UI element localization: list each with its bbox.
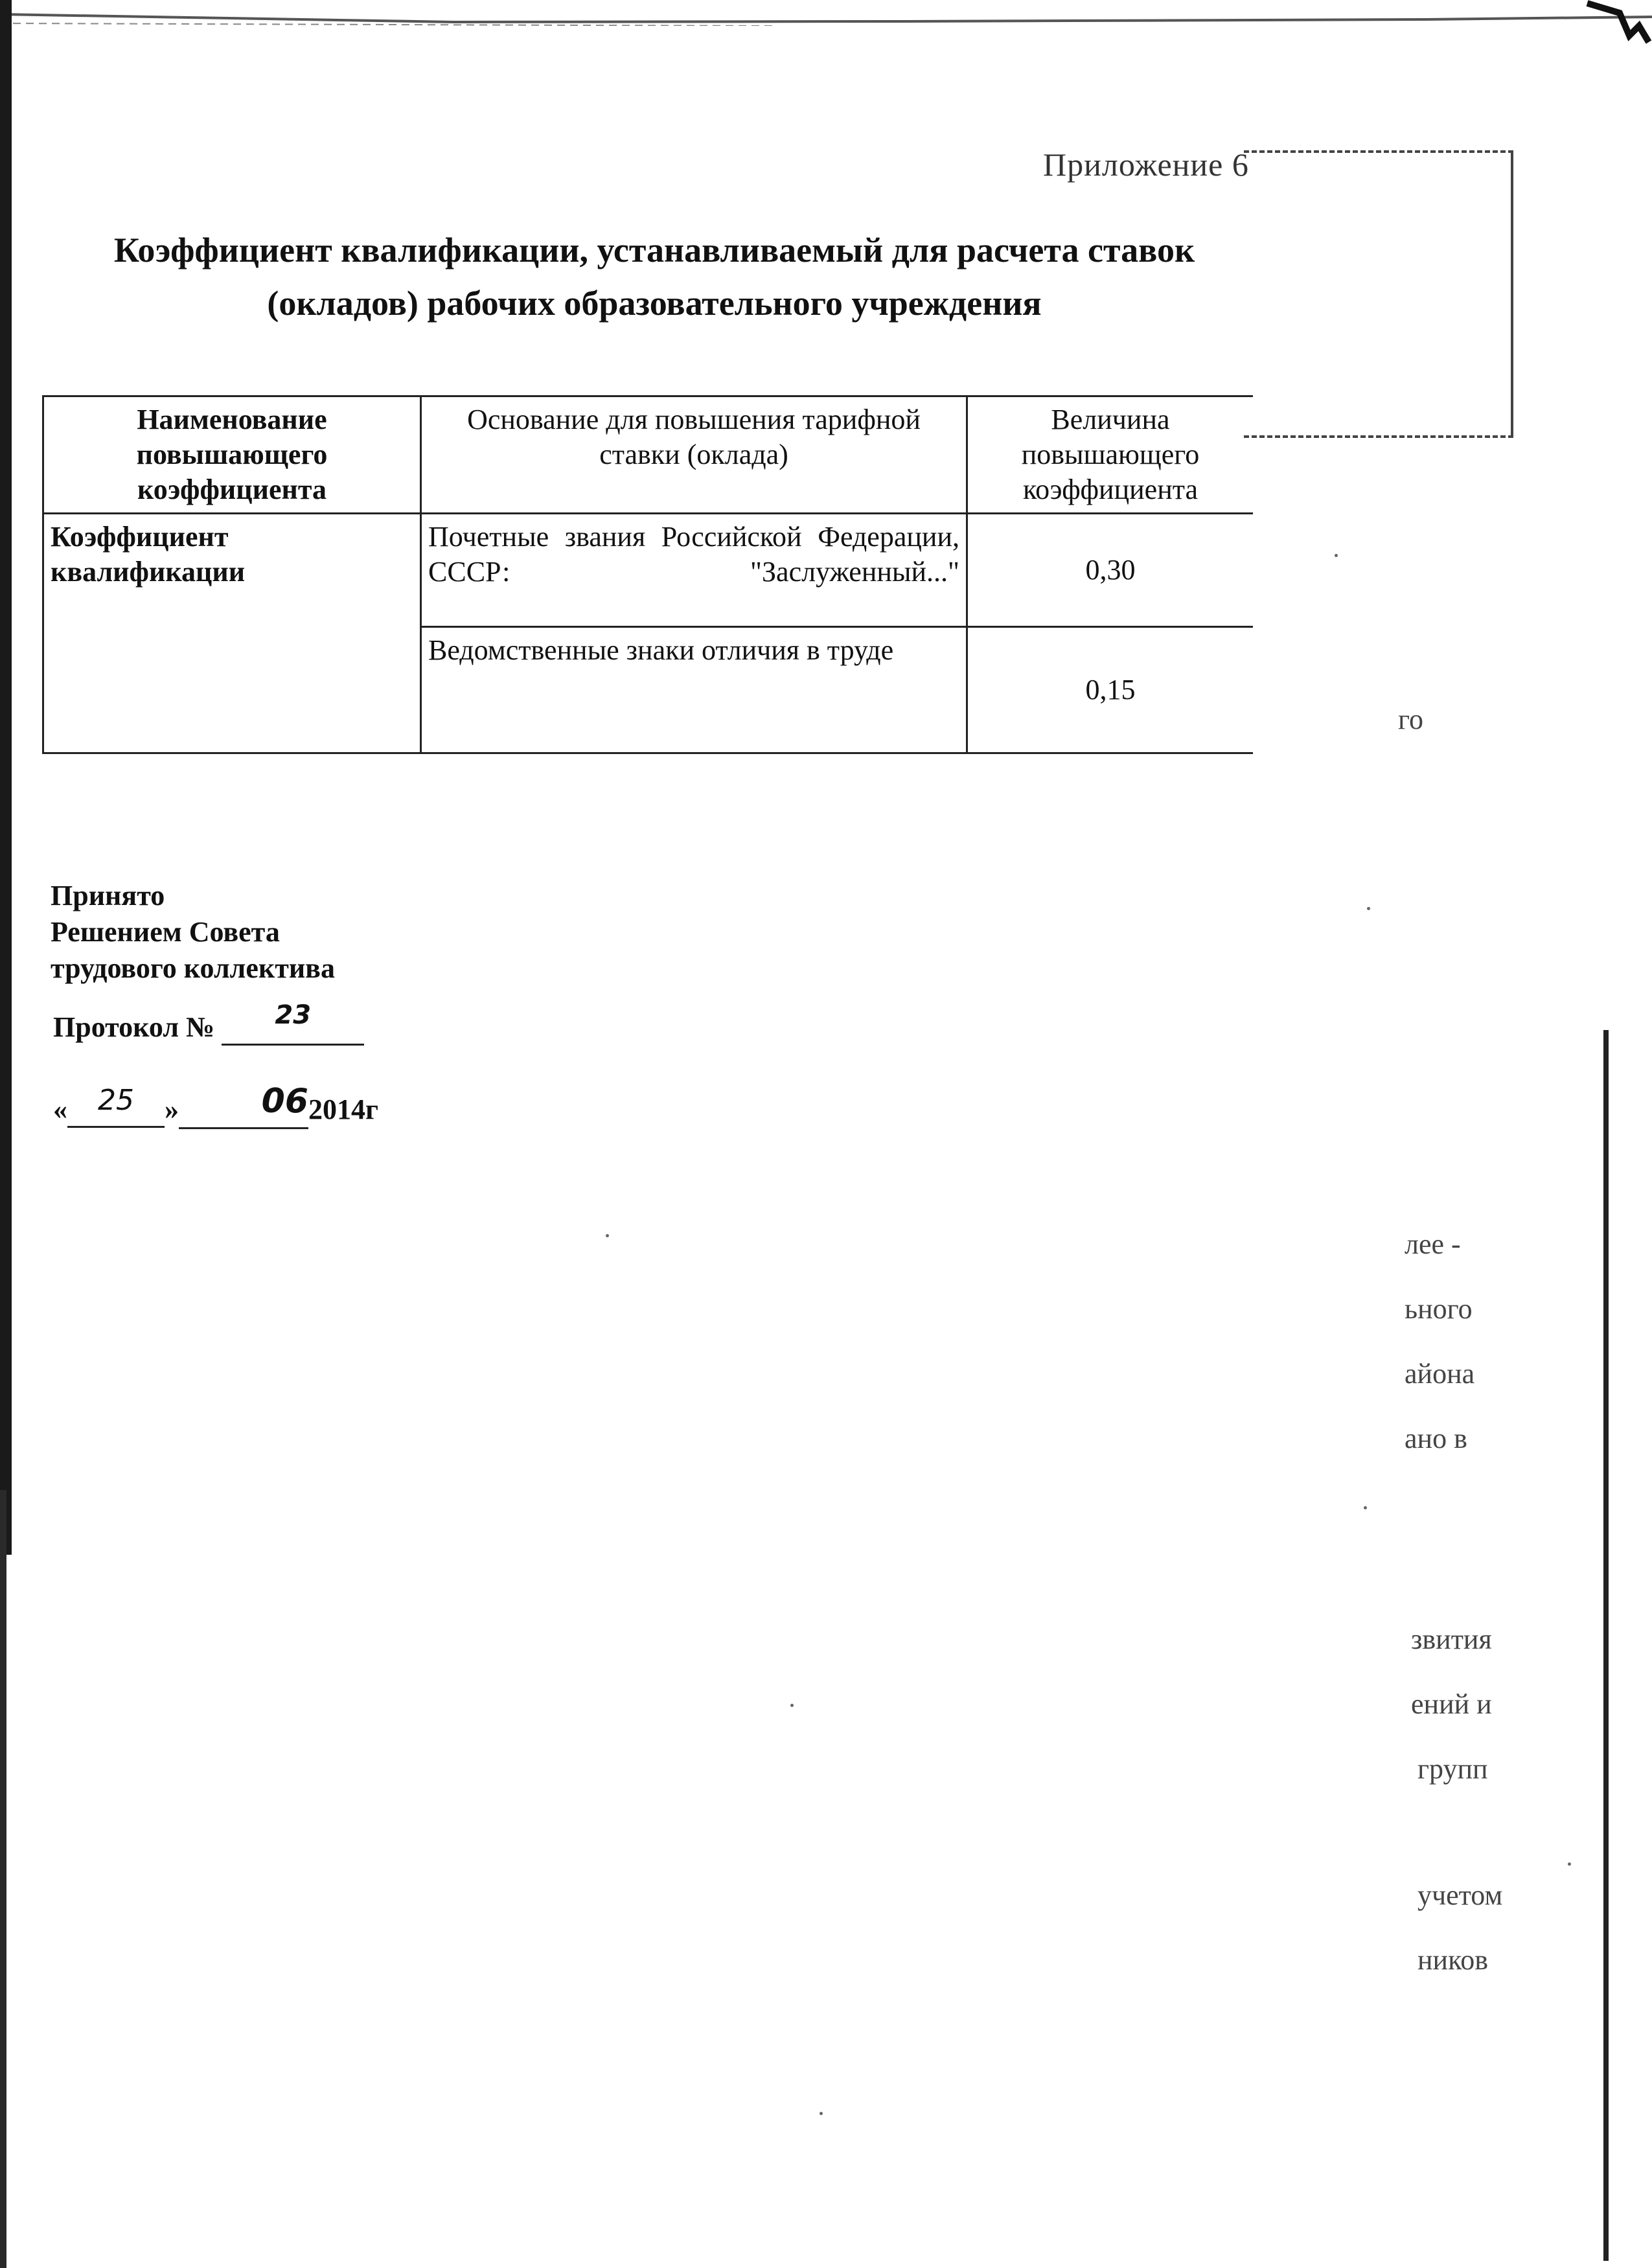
underlying-text-fragment: ений и (1411, 1688, 1492, 1720)
scan-speck (1367, 907, 1370, 910)
appendix-label: Приложение 6 (1043, 146, 1249, 183)
scan-edge-left (0, 0, 12, 1555)
coefficient-name: Коэффициент квалификации (51, 521, 246, 588)
scan-speck (820, 2112, 823, 2115)
protocol-line (53, 1000, 364, 1046)
title-line-2: (окладов) рабочих образовательного учреждения (267, 284, 1042, 323)
day-blank (67, 1084, 165, 1128)
underlying-page-frame (1244, 150, 1513, 438)
table-header-row (43, 396, 1254, 514)
coefficient-name-cell (43, 514, 421, 753)
underlying-text-fragment: го (1398, 704, 1423, 735)
year-text: 2014г (308, 1094, 378, 1125)
underlying-text-fragment: айона (1405, 1358, 1475, 1390)
underlying-text-fragment: учетом (1417, 1879, 1503, 1911)
underlying-text-fragment: звития (1411, 1623, 1492, 1655)
scan-edge-top (0, 0, 1652, 26)
protocol-number-blank (222, 1000, 364, 1046)
date-line (53, 1082, 378, 1129)
header-basis: Основание для повышения тарифной ставки (оклада) (421, 396, 967, 514)
underlying-text-fragment: лее - (1405, 1228, 1461, 1260)
scan-speck (1568, 1862, 1571, 1866)
underlying-text-fragment: ано в (1405, 1423, 1467, 1454)
close-quote: » (165, 1094, 179, 1125)
header-name: Наименование повышающего коэффициента (43, 396, 421, 514)
value-cell: 0,15 (967, 627, 1254, 753)
header-value: Величина повышающего коэффициента (967, 396, 1254, 514)
day-handwritten: 25 (98, 1084, 134, 1117)
scan-corner-mark (1581, 0, 1652, 45)
table-row (43, 514, 1254, 627)
title-line-1: Коэффициент квалификации, устанавливаемый для расчета ставок (113, 231, 1195, 269)
protocol-label: Протокол № (53, 1011, 215, 1043)
approval-line-3: трудового коллектива (51, 952, 335, 984)
scan-speck (790, 1704, 794, 1707)
approval-line-1: Принято (51, 880, 165, 911)
underlying-text-fragment: ьного (1405, 1293, 1473, 1325)
scan-speck (606, 1234, 609, 1237)
protocol-number-handwritten: 23 (275, 1000, 312, 1030)
document-title (39, 223, 1270, 330)
scan-edge-right (1603, 1030, 1609, 2261)
open-quote: « (53, 1094, 67, 1125)
coefficient-table (42, 395, 1253, 754)
month-handwritten: 06 (261, 1082, 308, 1121)
basis-cell: Почетные звания Российской Федерации, СССР: "Заслуженный..." (421, 514, 967, 627)
month-blank (179, 1082, 308, 1129)
basis-cell: Ведомственные знаки отличия в труде (421, 627, 967, 753)
underlying-text-fragment: ников (1417, 1944, 1489, 1976)
approval-line-2: Решением Совета (51, 916, 280, 948)
scan-edge-left-lower (0, 1490, 6, 2268)
scan-speck (1335, 554, 1338, 557)
value-cell: 0,30 (967, 514, 1254, 627)
underlying-text-fragment: групп (1417, 1753, 1488, 1785)
scan-speck (1364, 1506, 1367, 1509)
approval-block (51, 878, 335, 987)
